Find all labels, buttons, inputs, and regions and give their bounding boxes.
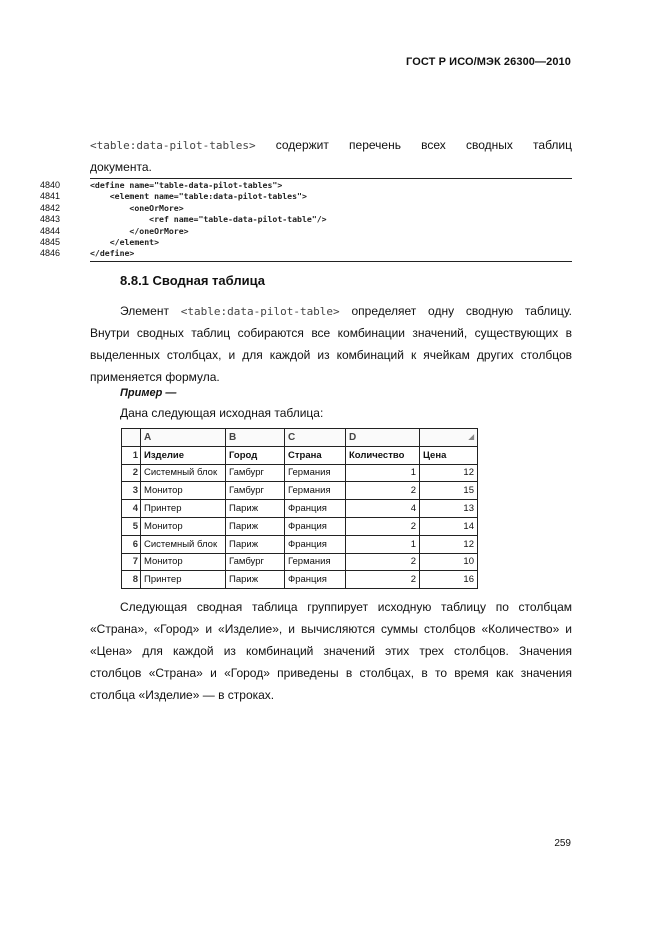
code-line: 4845 </element> bbox=[40, 236, 160, 247]
table-cell: 15 bbox=[420, 482, 478, 500]
section-text: Элемент bbox=[120, 304, 169, 318]
table-cell: 1 bbox=[346, 535, 420, 553]
closing-line-2: «Страна», «Город» и «Изделие», и вычисляются суммы столбцов «Количество» и bbox=[90, 622, 572, 636]
code-line: 4846 </define> bbox=[40, 248, 135, 259]
table-cell: Франция bbox=[285, 571, 346, 589]
table-cell: Гамбург bbox=[226, 482, 285, 500]
code-line: 4842 <oneOrMore> bbox=[40, 202, 184, 213]
header-cell: Количество bbox=[346, 446, 420, 464]
table-cell: Германия bbox=[285, 464, 346, 482]
row-number: 6 bbox=[122, 535, 141, 553]
section-title: 8.8.1 Сводная таблица bbox=[120, 273, 265, 288]
table-cell: Франция bbox=[285, 500, 346, 518]
table-cell: 1 bbox=[346, 464, 420, 482]
example-label: Пример — bbox=[120, 387, 177, 399]
intro-text: содержит перечень всех сводных таблиц bbox=[275, 138, 572, 152]
code-bottom-rule bbox=[90, 261, 572, 262]
table-cell: Германия bbox=[285, 553, 346, 571]
table-cell: Монитор bbox=[141, 553, 226, 571]
row-number: 1 bbox=[122, 446, 141, 464]
table-row bbox=[122, 500, 478, 518]
corner-cell bbox=[122, 429, 141, 447]
section-para-line-2: Внутри сводных таблиц собираются все комбинации значений, существующих в bbox=[90, 326, 572, 340]
column-letter-last bbox=[420, 429, 478, 447]
header-cell: Страна bbox=[285, 446, 346, 464]
table-cell: Париж bbox=[226, 500, 285, 518]
section-text: определяет одну сводную таблицу. bbox=[351, 304, 572, 318]
table-cell: Монитор bbox=[141, 482, 226, 500]
table-cell: Париж bbox=[226, 535, 285, 553]
table-cell: 12 bbox=[420, 464, 478, 482]
code-line: 4843 <ref name="table-data-pilot-table"/> bbox=[40, 214, 327, 225]
table-cell: 12 bbox=[420, 535, 478, 553]
table-cell: Франция bbox=[285, 517, 346, 535]
document-header: ГОСТ Р ИСО/МЭК 26300—2010 bbox=[406, 56, 571, 68]
table-cell: Монитор bbox=[141, 517, 226, 535]
table-cell: Германия bbox=[285, 482, 346, 500]
closing-line-1: Следующая сводная таблица группирует исходную таблицу по столбцам bbox=[120, 600, 572, 614]
section-para-line-3: выделенных столбцах, и для каждой из комбинаций к ячейкам других столбцов bbox=[90, 348, 572, 362]
code-line: 4844 </oneOrMore> bbox=[40, 225, 189, 236]
header-cell: Город bbox=[226, 446, 285, 464]
table-header-row bbox=[122, 446, 478, 464]
column-letter: C bbox=[285, 429, 346, 447]
closing-line-5: столбца «Изделие» — в строках. bbox=[90, 688, 275, 702]
row-number: 8 bbox=[122, 571, 141, 589]
page-number: 259 bbox=[554, 838, 571, 849]
table-row bbox=[122, 553, 478, 571]
column-letter: D bbox=[346, 429, 420, 447]
intro-line-2: документа. bbox=[90, 160, 152, 174]
code-top-rule bbox=[90, 178, 572, 179]
source-table bbox=[121, 428, 478, 589]
code-line: 4841 <element name="table:data-pilot-tables"> bbox=[40, 191, 307, 202]
table-row bbox=[122, 517, 478, 535]
section-para-line-1 bbox=[120, 300, 572, 323]
table-cell: Гамбург bbox=[226, 553, 285, 571]
table-cell: 16 bbox=[420, 571, 478, 589]
table-cell: 4 bbox=[346, 500, 420, 518]
row-number: 5 bbox=[122, 517, 141, 535]
table-cell: Принтер bbox=[141, 500, 226, 518]
closing-line-4: столбцов «Страна» и «Город» приведены в столбцах, в то время как значения bbox=[90, 666, 572, 680]
table-cell: 2 bbox=[346, 482, 420, 500]
table-cell: 10 bbox=[420, 553, 478, 571]
header-cell: Изделие bbox=[141, 446, 226, 464]
table-cell: 13 bbox=[420, 500, 478, 518]
column-letter-row bbox=[122, 429, 478, 447]
table-cell: 2 bbox=[346, 571, 420, 589]
section-para-line-4: применяется формула. bbox=[90, 370, 220, 384]
intro-code-term: <table:data-pilot-tables> bbox=[90, 139, 256, 152]
table-cell: Системный блок bbox=[141, 535, 226, 553]
header-cell: Цена bbox=[420, 446, 478, 464]
table-cell: Париж bbox=[226, 571, 285, 589]
table-cell: Системный блок bbox=[141, 464, 226, 482]
table-row bbox=[122, 571, 478, 589]
table-cell: Франция bbox=[285, 535, 346, 553]
column-letter: A bbox=[141, 429, 226, 447]
table-cell: 2 bbox=[346, 517, 420, 535]
table-row bbox=[122, 535, 478, 553]
table-cell: Гамбург bbox=[226, 464, 285, 482]
row-number: 3 bbox=[122, 482, 141, 500]
row-number: 4 bbox=[122, 500, 141, 518]
table-cell: 2 bbox=[346, 553, 420, 571]
table-row bbox=[122, 482, 478, 500]
closing-line-3: «Цена» для каждой из комбинаций значений этих трех столбцов. Значения bbox=[90, 644, 572, 658]
table-cell: Париж bbox=[226, 517, 285, 535]
code-listing bbox=[40, 180, 575, 260]
section-code-term: <table:data-pilot-table> bbox=[180, 305, 340, 318]
column-letter: B bbox=[226, 429, 285, 447]
row-number: 7 bbox=[122, 553, 141, 571]
table-cell: 14 bbox=[420, 517, 478, 535]
table-cell: Принтер bbox=[141, 571, 226, 589]
example-intro: Дана следующая исходная таблица: bbox=[120, 406, 324, 420]
table-row bbox=[122, 464, 478, 482]
intro-line-1 bbox=[90, 134, 572, 157]
code-line: 4840 <define name="table-data-pilot-tables"> bbox=[40, 180, 283, 190]
row-number: 2 bbox=[122, 464, 141, 482]
resize-handle-icon: ◢ bbox=[468, 434, 474, 442]
